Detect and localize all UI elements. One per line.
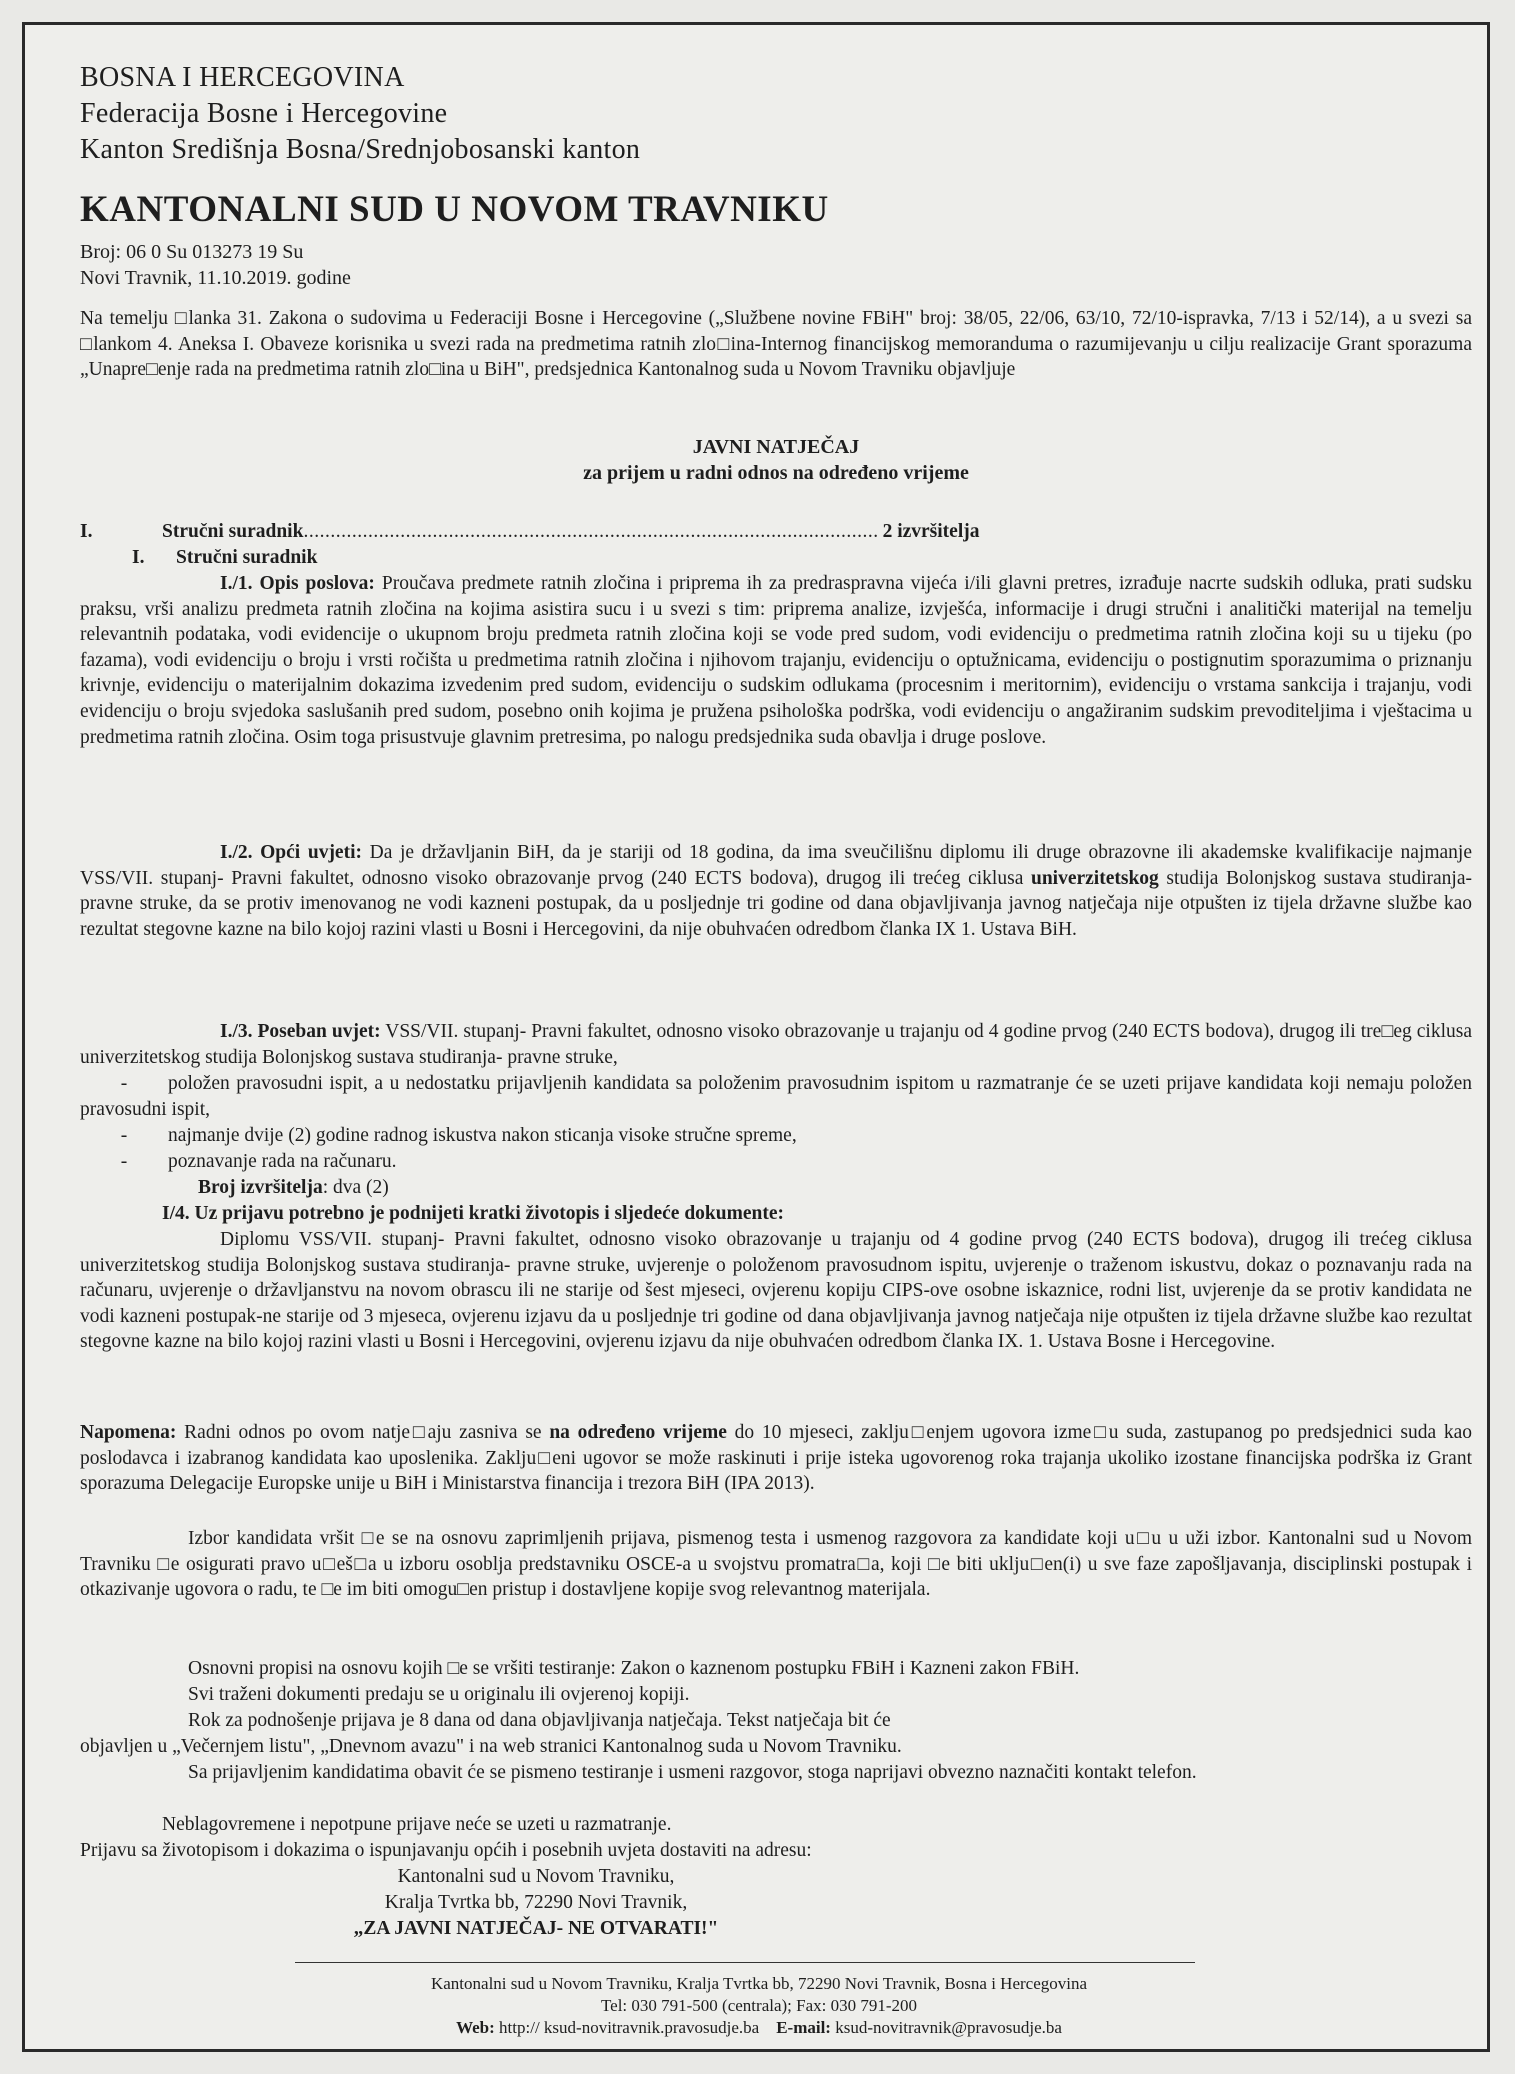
special-condition-text: VSS/VII. stupanj- Pravni fakultet, odnosno visoko obrazovanje u trajanju od 4 godine prvog (240 ECTS bodova), drugog ili tre□eg ciklusa univerzitetskog studija Bolonjskog sustava studiranja- pravne struke,: [80, 1021, 1472, 1068]
deadline-line-1: Rok za podnošenje prijava je 8 dana od dana objavljivanja natječaja. Tekst natječaja bit će: [188, 1710, 891, 1731]
special-condition-paragraph: [80, 1019, 1472, 1070]
notice-title: JAVNI NATJEČAJ: [692, 436, 860, 458]
documents-note-paragraph: Svi traženi dokumenti predaju se u originalu ili ovjerenoj kopiji.: [188, 1684, 690, 1705]
note-text-b: do 10 mjeseci, zaklju□enjem ugovora izme□u suda, zastupanog po predsjednici suda kao poslodavca i izabranog kandidata kao uposlenika. Zaklju□eni ugovor se može raskinuti i prije isteka ugovorenog roka trajanja ukoliko izostane financijska podrška iz Grant sporazuma Delegacije Europske unije u BiH i Ministarstva financija i trezora BiH (IPA 2013).: [80, 1422, 1473, 1495]
special-condition-bullet-1: [80, 1071, 1472, 1122]
documents-paragraph: Diplomu VSS/VII. stupanj- Pravni fakultet, odnosno visoko obrazovanje u trajanju od 4 godine prvog (240 ECTS bodova), drugog ili trećeg ciklusa univerzitetskog studija Bolonjskog sustava studiranja- pravne struke, uvjerenje o položenom pravosudnom ispitu, uvjerenje o traženom iskustvu, dokaz o poznavanju rada na računaru, uvjerenje o državljanstvu na novom obrascu ili ne starije od šest mjeseci, ovjerenu kopiju CIPS-ove osobne iskaznice, rodni list, uvjerenje da se protiv kandidata ne vodi kazneni postupak-ne starije od 3 mjeseca, ovjerenu izjavu da u posljednje tri godine od dana objavljivanja javnog natječaja nije otpušten iz tijela državne službe kao rezultat stegovne kazne na bilo kojoj razini vlasti u Bosni i Hercegovini, ovjerenu izjavu da nije obuhvaćen odredbom članka IX. 1. Ustava Bosne i Hercegovine.: [80, 1229, 1472, 1353]
footer-web-email: [25, 2017, 1493, 2039]
contact-paragraph: Sa prijavljenim kandidatima obavit će se pismeno testiranje i usmeni razgovor, stoga naprijavi obvezno naznačiti kontakt telefon.: [188, 1762, 1197, 1783]
footer-web-label: Web:: [456, 2018, 495, 2037]
general-conditions-bold-word: univerzitetskog: [1030, 867, 1159, 889]
incomplete-applications-line: Neblagovremene i nepotpune prijave neće se uzeti u razmatranje.: [162, 1814, 672, 1835]
footer-phone: Tel: 030 791-500 (centrala); Fax: 030 791-200: [600, 1996, 918, 2015]
section-number: I.: [132, 547, 145, 568]
section-heading: [132, 545, 317, 571]
court-name: KANTONALNI SUD U NOVOM TRAVNIKU: [80, 189, 829, 230]
case-number: Broj: 06 0 Su 013273 19 Su: [80, 241, 304, 263]
documents-heading: I/4. Uz prijavu potrebno je podnijeti kratki životopis i sljedeće dokumente:: [162, 1203, 785, 1224]
footer-web-link[interactable]: http:// ksud-novitravnik.pravosudje.ba: [494, 2018, 760, 2037]
bullet-text-1: položen pravosudni ispit, a u nedostatku prijavljenih kandidata sa položenim pravosudnim ispitom u razmatranje će se uzeti prijave kandidata koji nemaju položen pravosudni ispit,: [80, 1073, 1472, 1120]
address-line-3: „ZA JAVNI NATJEČAJ- NE OTVARATI!": [353, 1918, 719, 1939]
address-line-2: Kralja Tvrtka bb, 72290 Novi Travnik,: [384, 1892, 688, 1913]
submit-instructions-line: Prijavu sa životopisom i dokazima o ispunjavanju općih i posebnih uvjeta dostaviti na adresu:: [80, 1840, 812, 1861]
position-leader-dots: ...........................................................................................................: [303, 521, 879, 542]
place-date: Novi Travnik, 11.10.2019. godine: [80, 267, 351, 289]
position-number: I.: [80, 521, 93, 542]
position-title: Stručni suradnik: [162, 521, 304, 542]
letterhead: [80, 60, 640, 168]
reference-block: [80, 239, 351, 291]
bullet-dash: -: [120, 1151, 128, 1172]
regulations-paragraph: Osnovni propisi na osnovu kojih □e se vršiti testiranje: Zakon o kaznenom postupku FBiH i Kazneni zakon FBiH.: [188, 1658, 1080, 1679]
note-text-a: Radni odnos po ovom natje□aju zasniva se: [176, 1422, 550, 1443]
deadline-line-2: objavljen u „Večernjem listu", „Dnevnom avazu" i na web stranici Kantonalnog suda u Novom Travniku.: [80, 1736, 902, 1757]
general-conditions-text-a: Da je državljanin BiH, da je stariji od 18 godina, da ima sveučilišnu diplomu ili druge obrazovne ili akademske kvalifikacije najmanje VSS/VII. stupanj- Pravni fakultet, odnosno visoko obrazovanje prvog (240 ECTS bodova), drugog ili trećeg ciklusa: [80, 842, 1472, 889]
special-condition-bullet-3: [80, 1149, 1472, 1175]
bullet-dash: -: [120, 1125, 128, 1146]
position-count-label: Broj izvršitelja: [198, 1177, 323, 1198]
position-count: 2 izvršitelja: [882, 521, 980, 542]
note-paragraph: [80, 1420, 1472, 1497]
bullet-text-2: najmanje dvije (2) godine radnog iskustva nakon sticanja visoke stručne spreme,: [168, 1125, 797, 1146]
job-description-paragraph: [80, 571, 1472, 750]
bullet-text-3: poznavanje rada na računaru.: [168, 1151, 397, 1172]
job-description-label: I./1. Opis poslova:: [220, 573, 375, 594]
entity-name: Federacija Bosne i Hercegovine: [80, 98, 448, 129]
note-bold-phrase: na određeno vrijeme: [549, 1422, 727, 1443]
footer-divider: [295, 1962, 1195, 1963]
position-line: [80, 519, 1472, 545]
bullet-dash: -: [120, 1073, 128, 1094]
special-condition-bullet-2: [80, 1123, 1472, 1149]
job-description-text: Proučava predmete ratnih zločina i priprema ih za predraspravna vijeća i/ili glavni pretres, izrađuje nacrte sudskih odluka, prati sudsku praksu, vrši analizu predmeta ratnih zločina na kojima asistira sucu i u svezi s tim: priprema analize, izvješća, informacije i drugi stručni i analitički materijal na temelju relevantnih podataka, vodi evidencije o ukupnom broju predmeta ratnih zločina koji se vode pred sudom, vodi evidenciju o predmetima ratnih zločina koji su u tijeku (po fazama), vodi evidenciju o broju i vrsti ročišta u predmetima ratnih zločina i njihovom trajanju, evidenciju o optužnicama, evidenciju o postignutim sporazumima o priznanju krivnje, evidenciju o materijalnim dokazima izvedenim pred sudom, evidenciju o sudskim odlukama (procesnim i meritornim), evidenciju o vrstama sankcija i trajanju, vodi evidenciju o broju svjedoka saslušanih pred sudom, posebno onih kojima je pružena psihološka podrška, vodi evidenciju o angažiranim sudskim prevoditeljima i vještacima u predmetima ratnih zločina. Osim toga prisustvuje glavnim pretresima, po nalogu predsjednika suda obavlja i druge poslove.: [80, 573, 1472, 748]
section-title: Stručni suradnik: [176, 547, 318, 568]
general-conditions-paragraph: [80, 840, 1472, 942]
footer-address: Kantonalni sud u Novom Travniku, Kralja Tvrtka bb, 72290 Novi Travnik, Bosna i Hercegovina: [430, 1974, 1088, 1993]
address-line-1: Kantonalni sud u Novom Travniku,: [397, 1866, 675, 1887]
general-conditions-text-b: studija Bolonjskog sustava studiranja- pravne struke, da se protiv imenovanog ne vodi kazneni postupak, da u posljednje tri godine od dana objavljivanja javnog natječaja nije otpušten iz tijela državne službe kao rezultat stegovne kazne na bilo kojoj razini vlasti u Bosni i Hercegovini, da nije obuhvaćen odredbom članka IX 1. Ustava BiH.: [80, 867, 1472, 940]
position-count-value: : dva (2): [322, 1177, 389, 1198]
canton-name: Kanton Središnja Bosna/Srednjobosanski kanton: [80, 134, 641, 165]
intro-paragraph: Na temelju □lanka 31. Zakona o sudovima u Federaciji Bosne i Hercegovine („Službene novine FBiH" broj: 38/05, 22/06, 63/10, 72/10-ispravka, 7/13 i 52/14), a u svezi sa □lankom 4. Aneksa I. Obaveze korisnika u svezi rada na predmetima ratnih zlo□ina-Internog financijskog memoranduma o razumijevanju u cilju realizacije Grant sporazuma „Unapre□enje rada na predmetima ratnih zlo□ina u BiH", predsjednica Kantonalnog suda u Novom Travniku objavljuje: [80, 308, 1472, 381]
footer-email-link[interactable]: ksud-novitravnik@pravosudje.ba: [830, 2018, 1062, 2037]
position-count-line: [198, 1175, 389, 1201]
footer-email-label: E-mail:: [776, 2018, 831, 2037]
general-conditions-label: I./2. Opći uvjeti:: [220, 842, 362, 863]
note-label: Napomena:: [80, 1422, 177, 1443]
special-condition-label: I./3. Poseban uvjet:: [220, 1021, 381, 1042]
selection-paragraph: Izbor kandidata vršit □e se na osnovu zaprimljenih prijava, pismenog testa i usmenog razgovora za kandidate koji u□u u uži izbor. Kantonalni sud u Novom Travniku □e osigurati pravo u□eš□a u izboru osoblja predstavniku OSCE-a u svojstvu promatra□a, koji □e biti uklju□en(i) u sve faze zapošljavanja, disciplinski postupak i otkazivanje ugovora o radu, te □e im biti omogu□en pristup i dostavljene kopije svog relevantnog materijala.: [80, 1528, 1472, 1601]
country-name: BOSNA I HERCEGOVINA: [80, 62, 405, 93]
notice-subtitle: za prijem u radni odnos na određeno vrijeme: [583, 462, 969, 484]
document-page: [22, 22, 1490, 2052]
